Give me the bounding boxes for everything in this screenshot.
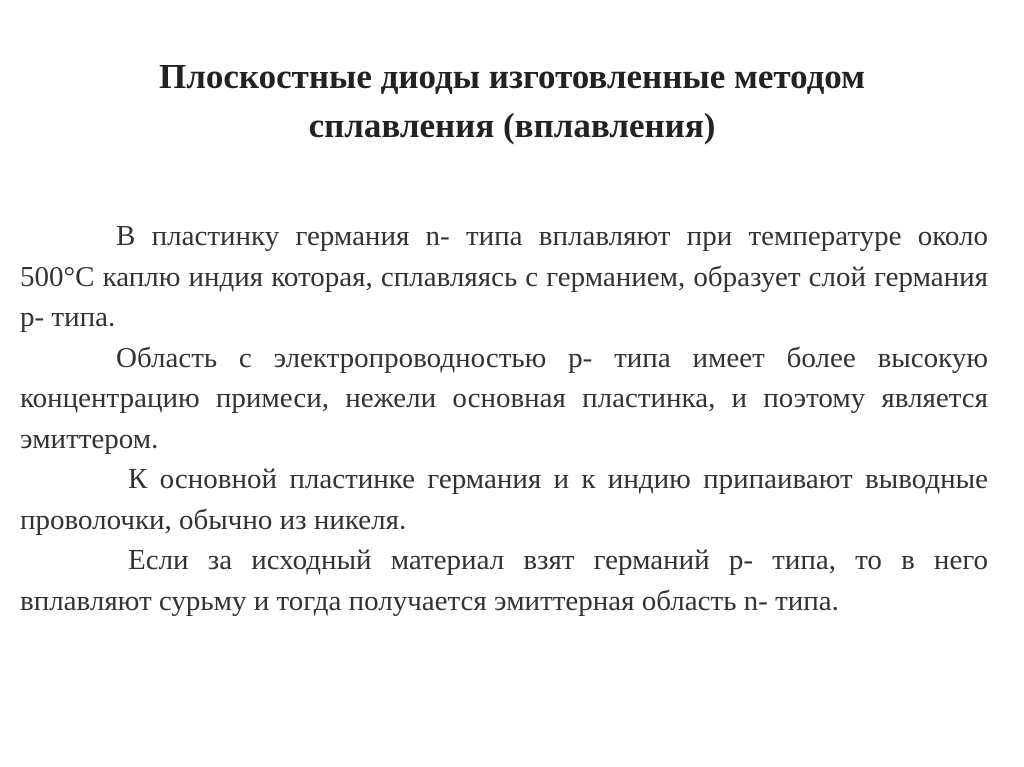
paragraph-4: Если за исходный материал взят германий р- типа, то в него вплавляют сурьму и тогда получается эмиттерная область n- типа. (20, 544, 988, 617)
paragraph-3: К основной пластинке германия и к индию припаивают выводные проволочки, обычно из никеля. (20, 463, 988, 536)
title-line-1: Плоскостные диоды изготовленные методом (159, 57, 865, 96)
slide-body (20, 216, 988, 621)
title-line-2: сплавления (вплавления) (308, 106, 716, 145)
slide-title (60, 52, 964, 150)
paragraph-2: Область с электропроводностью р- типа имеет более высокую концентрацию примеси, нежели основная пластинка, и поэтому является эмиттером. (20, 341, 988, 455)
paragraph-1: В пластинку германия n- типа вплавляют при температуре около 500°С каплю индия которая, сплавляясь с германием, образует слой германия р- типа. (20, 220, 988, 333)
